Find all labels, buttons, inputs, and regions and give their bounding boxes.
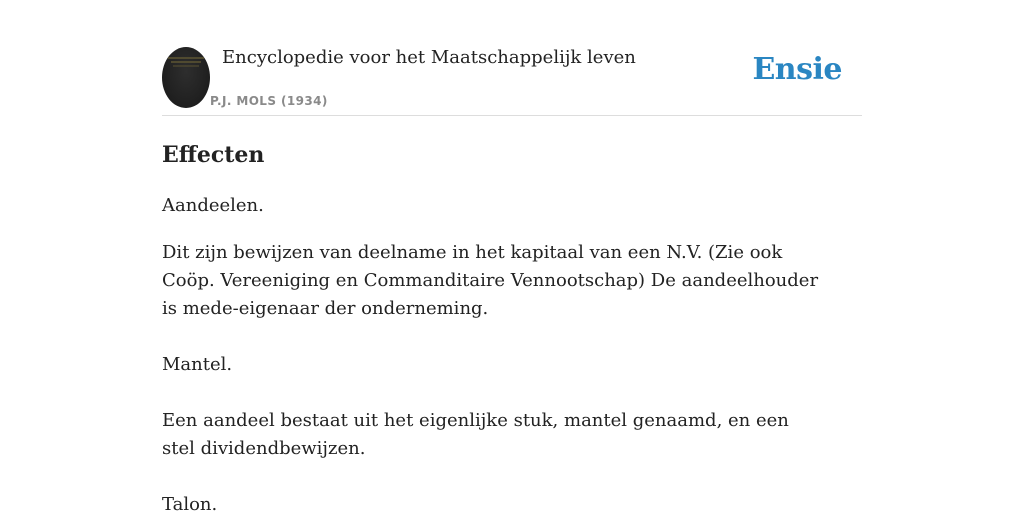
article-paragraph: Een aandeel bestaat uit het eigenlijke stuk, mantel genaamd, en een stel dividendbewijzen. — [162, 410, 789, 459]
book-cover-image[interactable] — [162, 47, 210, 108]
article-paragraph: Talon. — [162, 494, 218, 512]
article-title: Effecten — [162, 142, 265, 168]
ensie-logo[interactable]: Ensie — [752, 52, 842, 87]
article-paragraph: Aandeelen. — [162, 195, 264, 216]
header — [162, 0, 862, 116]
work-author: P.J. MOLS (1934) — [210, 94, 328, 108]
cover-band — [173, 65, 199, 67]
cover-band — [171, 61, 201, 63]
cover-band — [168, 57, 204, 59]
page — [162, 0, 862, 512]
work-title-link[interactable]: Encyclopedie voor het Maatschappelijk leven — [222, 47, 636, 68]
article-paragraph: Dit zijn bewijzen van deelname in het kapitaal van een N.V. (Zie ook Coöp. Vereeniging en Commanditaire Vennootschap) De aandeelhouder is mede-eigenaar der onderneming. — [162, 242, 819, 319]
article-paragraph: Mantel. — [162, 354, 233, 375]
